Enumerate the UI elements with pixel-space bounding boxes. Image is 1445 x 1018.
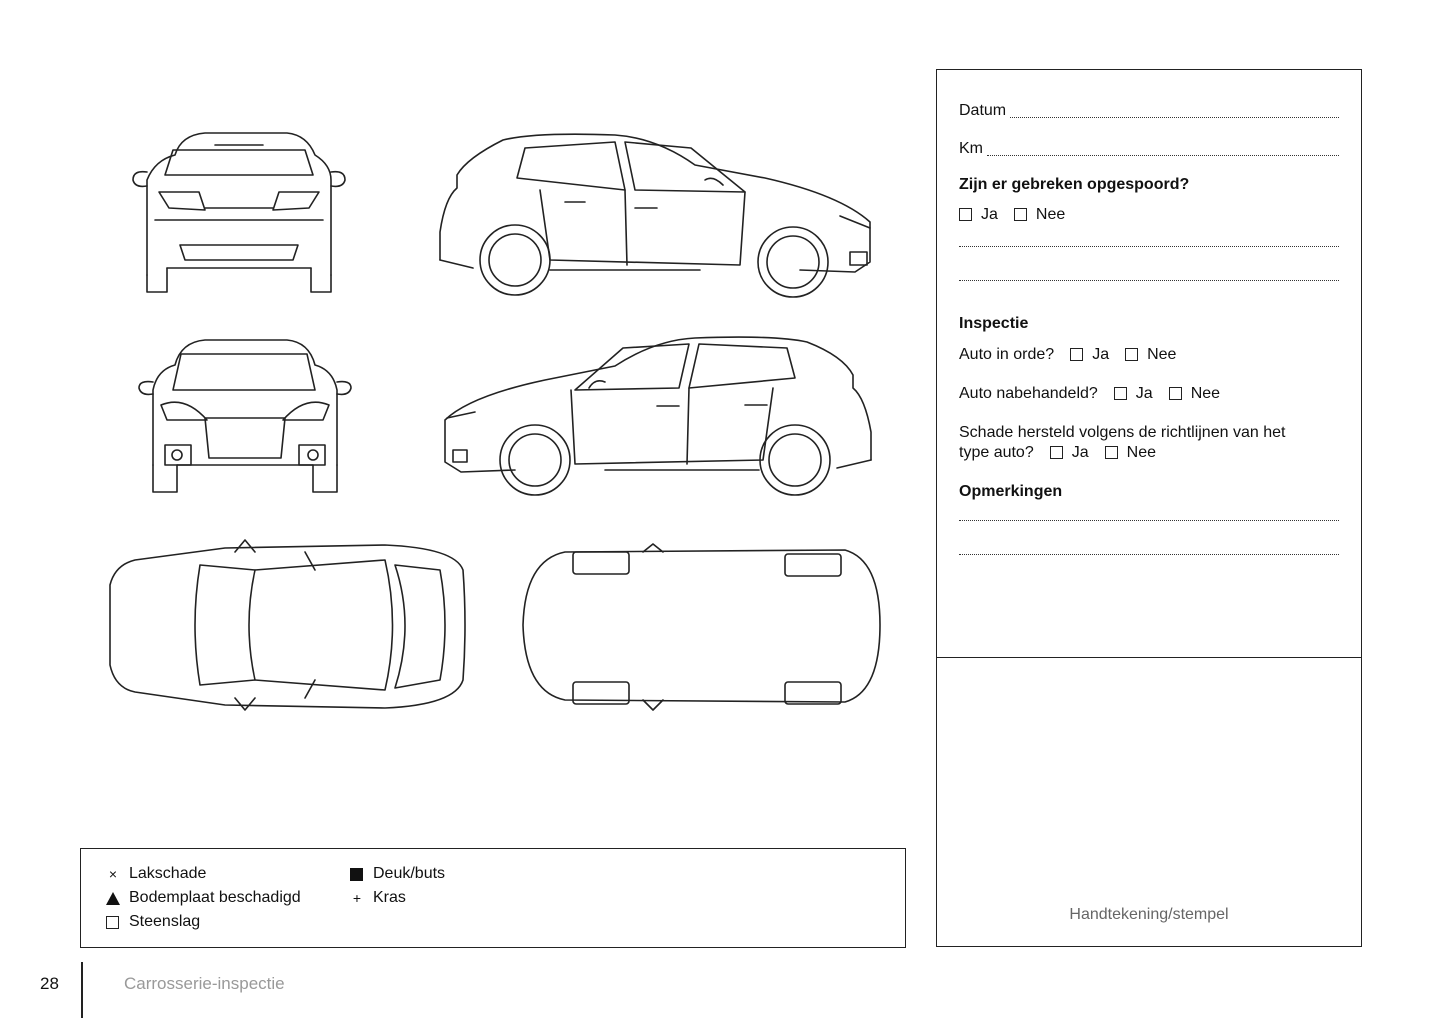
repair-question-line-2: type auto? (959, 444, 1034, 461)
car-top-view (110, 540, 465, 710)
section-title: Carrosserie-inspectie (124, 974, 285, 993)
page-number: 28 (40, 974, 59, 993)
repair-row (959, 443, 1339, 463)
km-label: Km (959, 140, 983, 157)
legend-scratch: + Kras (349, 888, 406, 908)
legend-underbody-damage: Bodemplaat beschadigd (105, 888, 301, 908)
signature-label: Handtekening/stempel (1069, 906, 1229, 923)
repair-question-line-1: Schade hersteld volgens de richtlijnen van het (959, 424, 1286, 441)
defects-options (959, 205, 1339, 225)
damage-legend (80, 848, 906, 948)
form-divider (937, 657, 1361, 658)
post-treated-yes-label: Ja (1135, 385, 1153, 402)
car-left-side-view (445, 337, 871, 495)
repair-no-checkbox[interactable] (1105, 446, 1118, 459)
datum-label: Datum (959, 102, 1007, 119)
plus-icon: + (352, 890, 362, 906)
post-treated-no-label: Nee (1190, 385, 1221, 402)
post-treated-question: Auto nabehandeld? (959, 385, 1098, 402)
car-right-side-view (440, 134, 870, 297)
remarks-line-2 (959, 554, 1339, 558)
defects-yes-label: Ja (981, 206, 998, 223)
car-ok-yes-label: Ja (1092, 346, 1110, 363)
remarks-heading: Opmerkingen (959, 483, 1063, 500)
car-diagrams (95, 120, 895, 720)
repair-yes-checkbox[interactable] (1050, 446, 1063, 459)
remarks-field-1[interactable] (959, 520, 1339, 521)
post-treated-row (959, 384, 1339, 404)
datum-field[interactable] (1010, 117, 1339, 118)
km-field[interactable] (987, 155, 1339, 156)
footer-divider (81, 962, 83, 1018)
post-treated-no-checkbox[interactable] (1169, 387, 1182, 400)
legend-paint-damage: × Lakschade (105, 864, 206, 884)
defects-question: Zijn er gebreken opgespoord? (959, 176, 1190, 193)
car-ok-yes-checkbox[interactable] (1070, 348, 1083, 361)
inspection-form (936, 69, 1362, 947)
triangle-icon (106, 892, 120, 905)
defects-field-1[interactable] (959, 246, 1339, 247)
km-row (959, 139, 1339, 159)
repair-no-label: Nee (1126, 444, 1156, 461)
defects-line-2 (959, 280, 1339, 284)
defects-line-1 (959, 246, 1339, 250)
repair-yes-label: Ja (1071, 444, 1089, 461)
car-front-view (139, 340, 351, 492)
legend-dent: Deuk/buts (349, 864, 445, 884)
inspection-heading: Inspectie (959, 315, 1029, 332)
post-treated-yes-checkbox[interactable] (1114, 387, 1127, 400)
car-ok-no-checkbox[interactable] (1125, 348, 1138, 361)
square-outline-icon (106, 916, 119, 929)
legend-stone-chip: Steenslag (105, 912, 200, 932)
remarks-line-1 (959, 520, 1339, 524)
datum-row (959, 101, 1339, 121)
remarks-field-2[interactable] (959, 554, 1339, 555)
defects-no-checkbox[interactable] (1014, 208, 1027, 221)
car-rear-view (133, 133, 345, 292)
square-filled-icon (350, 868, 363, 881)
car-ok-no-label: Nee (1147, 346, 1177, 363)
car-ok-row (959, 345, 1339, 365)
cross-icon: × (108, 866, 118, 882)
car-underside-view (523, 544, 880, 710)
car-ok-question: Auto in orde? (959, 346, 1055, 363)
defects-yes-checkbox[interactable] (959, 208, 972, 221)
defects-no-label: Nee (1035, 206, 1066, 223)
defects-field-2[interactable] (959, 280, 1339, 281)
